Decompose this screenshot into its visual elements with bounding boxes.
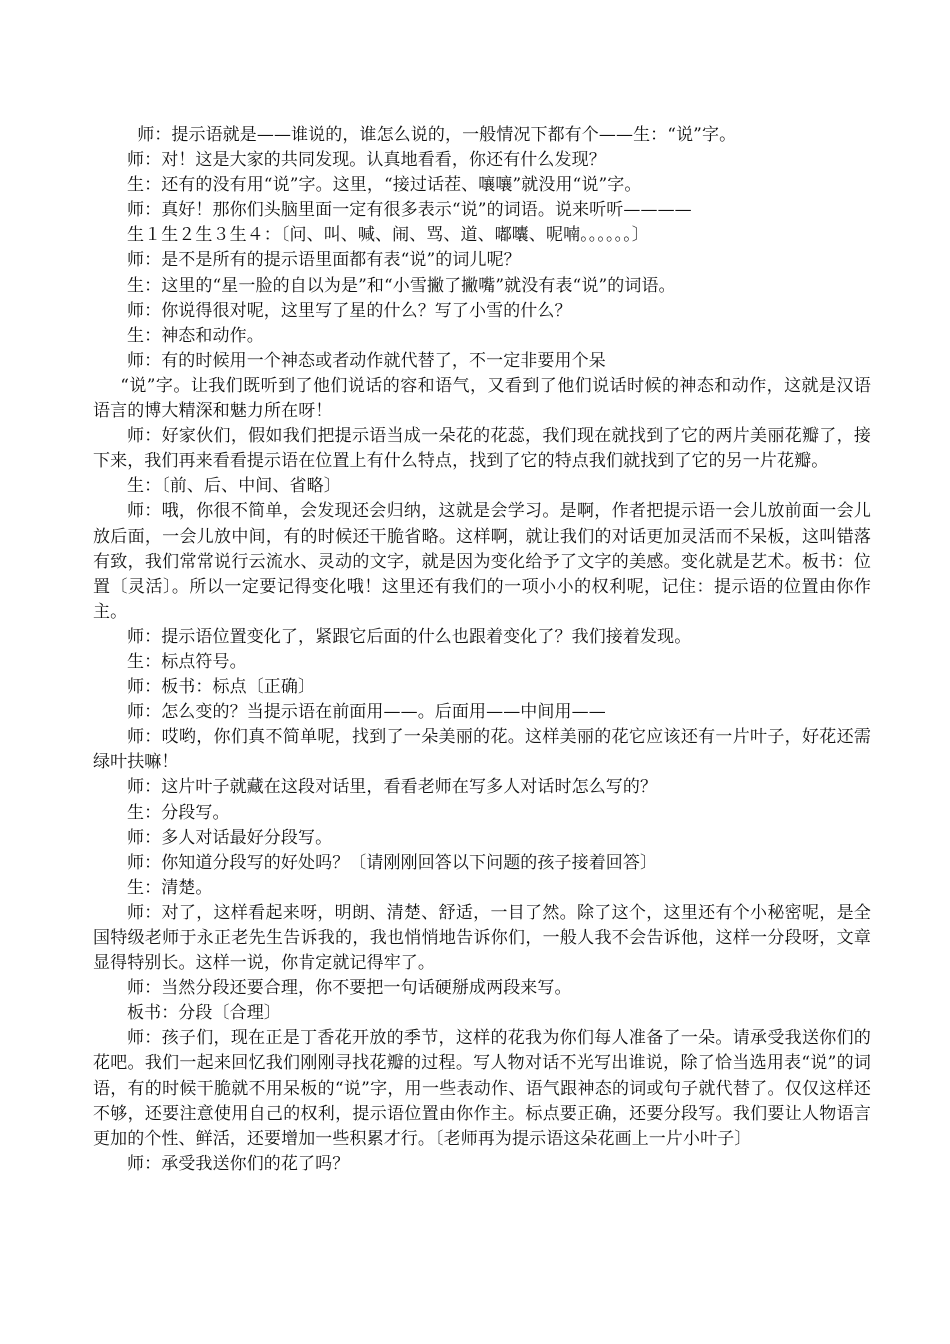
- paragraph: 生１生２生３生４：〔问、叫、喊、闹、骂、道、嘟囔、呢喃。。。。。。〕: [127, 225, 649, 246]
- paragraph: 师：有的时候用一个神态或者动作就代替了，不一定非要用个呆: [127, 350, 606, 371]
- paragraph: 师：提示语就是——谁说的，谁怎么说的，一般情况下都有个——生：“说”字。: [137, 125, 737, 145]
- paragraph: 师：对！这是大家的共同发现。认真地看看，你还有什么发现？: [127, 150, 606, 171]
- paragraph: 师：哎哟，你们真不简单呢，找到了一朵美丽的花。这样美丽的花它应该还有一片叶子，好花还需绿叶扶嘛！: [93, 727, 871, 773]
- paragraph: 师：你说得很对呢，这里写了星的什么？写了小雪的什么？: [127, 300, 572, 321]
- paragraph: “说”字。让我们既听到了他们说话的容和语气，又看到了他们说话时候的神态和动作，这就是汉语语言的博大精深和魅力所在呀！: [93, 375, 871, 422]
- paragraph: 师：是不是所有的提示语里面都有表“说”的词儿呢？: [127, 250, 521, 271]
- paragraph: 师：多人对话最好分段写。: [127, 827, 333, 848]
- paragraph: 生：标点符号。: [127, 651, 247, 672]
- paragraph: 生：分段写。: [127, 802, 230, 823]
- paragraph: 生：〔前、后、中间、省略〕: [127, 476, 341, 497]
- paragraph: 师：哦，你很不简单，会发现还会归纳，这就是会学习。是啊，作者把提示语一会儿放前面一会儿放后面，一会儿放中间，有的时候还干脆省略。这样啊，就让我们的对话更加灵活而不呆板，这叫错落有致，我们常常说行云流水、灵动的文字，就是因为变化给予了文字的美感。变化就是艺术。板书：位置〔灵活〕。所以一定要记得变化哦！这里还有我们的一项小小的权利呢，记住：提示语的位置由你作主。: [93, 501, 871, 622]
- paragraph: 生：还有的没有用“说”字。这里，“接过话茬、嚷嚷”就没用“说”字。: [127, 175, 642, 196]
- paragraph: 师：孩子们，现在正是丁香花开放的季节，这样的花我为你们每人准备了一朵。请承受我送你们的花吧。我们一起来回忆我们刚刚寻找花瓣的过程。写人物对话不光写出谁说，除了恰当选用表“说”的词语，有的时候干脆就不用呆板的“说”字，用一些表动作、语气跟神态的词或句子就代替了。仅仅这样还不够，还要注意使用自己的权利，提示语位置由你作主。标点要正确，还要分段写。我们要让人物语言更加的个性、鲜活，还要增加一些积累才行。〔老师再为提示语这朵花画上一片小叶子〕: [93, 1028, 871, 1149]
- document-body: [93, 123, 871, 1177]
- paragraph: 生：清楚。: [127, 877, 213, 898]
- paragraph: 师：提示语位置变化了，紧跟它后面的什么也跟着变化了？我们接着发现。: [127, 626, 692, 647]
- paragraph: 师：当然分段还要合理，你不要把一句话硬掰成两段来写。: [127, 978, 572, 999]
- paragraph: 板书：分段〔合理〕: [127, 1003, 281, 1024]
- paragraph: 师：怎么变的？当提示语在前面用——。后面用——中间用——: [127, 702, 606, 723]
- paragraph: 师：好家伙们，假如我们把提示语当成一朵花的花蕊，我们现在就找到了它的两片美丽花瓣了，接下来，我们再来看看提示语在位置上有什么特点，找到了它的特点我们就找到了它的另一片花瓣。: [93, 426, 871, 472]
- paragraph: 师：你知道分段写的好处吗？〔请刚刚回答以下问题的孩子接着回答〕: [127, 852, 658, 873]
- paragraph: 生：这里的“星一脸的自以为是”和“小雪撇了撇嘴”就没有表“说”的词语。: [127, 275, 676, 296]
- paragraph: 生：神态和动作。: [127, 325, 264, 346]
- paragraph: 师：对了，这样看起来呀，明朗、清楚、舒适，一目了然。除了这个，这里还有个小秘密呢，是全国特级老师于永正老先生告诉我的，我也悄悄地告诉你们，一般人我不会告诉他，这样一分段呀，文章显得特别长。这样一说，你肯定就记得牢了。: [93, 902, 871, 974]
- paragraph: 师：真好！那你们头脑里面一定有很多表示“说”的词语。说来听听————: [127, 200, 692, 221]
- paragraph: 师：这片叶子就藏在这段对话里，看看老师在写多人对话时怎么写的？: [127, 777, 658, 798]
- paragraph: 师：板书：标点〔正确〕: [127, 677, 316, 698]
- paragraph: 师：承受我送你们的花了吗？: [127, 1153, 350, 1174]
